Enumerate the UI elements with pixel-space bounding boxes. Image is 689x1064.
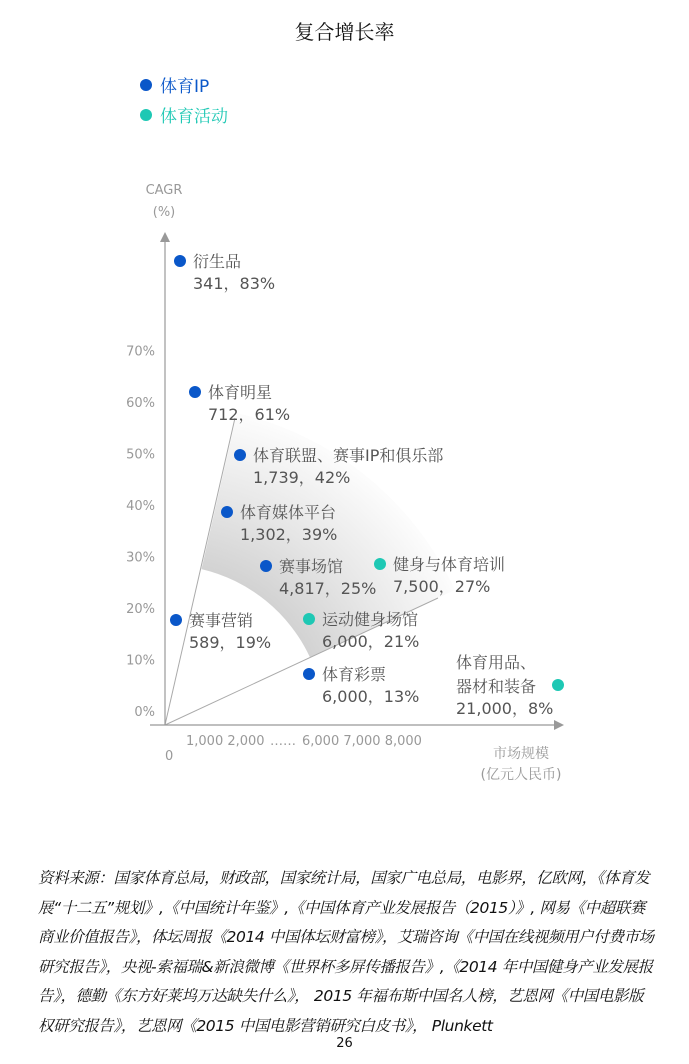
point-name-label: 运动健身场馆 [322, 610, 419, 629]
x-tick-label: 0 [165, 749, 174, 764]
source-note: 资料来源：国家体育总局，财政部，国家统计局，国家广电总局，电影界，亿欧网，《体育发展“十二五”规划》,《中国统计年鉴》,《中国体育产业发展报告（2015）》, 网易《中超联赛商业价值报告》，体坛周报《2014 中国体坛财富榜》，艾瑞咨询《中国在线视频用户付费市场研究报告》，央视-索福瑞&新浪微博《世界杯多屏传播报告》,《2014 年中国健身产业发展报告》，德勤《东方好莱坞万达缺失什么》， 2015 年福布斯中国名人榜，艺恩网《中国电影版权研究报告》，艺恩网《2015 中国电影营销研究白皮书》， Plunkett [38, 869, 654, 1035]
y-tick-label: 10% [126, 653, 155, 669]
y-tick-label: 60% [126, 396, 155, 411]
data-point [374, 558, 386, 570]
x-tick-label: …… [270, 734, 296, 749]
legend-label: 体育IP [160, 77, 210, 97]
data-point [552, 679, 564, 691]
y-axis-unit: (%) [152, 205, 176, 220]
point-value-label: 6,000，21% [322, 632, 420, 651]
point-value-label: 341，83% [193, 274, 276, 293]
data-point [221, 506, 233, 518]
point-name-label: 体育联盟、赛事IP和俱乐部 [253, 446, 444, 465]
y-axis-arrow-icon [160, 232, 170, 242]
point-name-label: 器材和装备 [456, 677, 537, 696]
data-point [189, 386, 201, 398]
point-value-label: 1,302，39% [240, 525, 338, 544]
data-point [174, 255, 186, 267]
point-value-label: 7,500，27% [393, 577, 491, 596]
x-tick-label: 6,000 7,000 8,000 [302, 734, 422, 749]
x-tick-label: 1,000 2,000 [186, 734, 265, 749]
y-tick-label: 20% [126, 602, 155, 617]
data-point [170, 614, 182, 626]
y-tick-label: 50% [126, 447, 155, 463]
point-value-label: 6,000，13% [322, 687, 420, 706]
point-name-label: 体育明星 [208, 383, 273, 402]
data-point [260, 560, 272, 572]
point-name-label: 体育用品、 [456, 653, 537, 672]
point-name-label: 赛事场馆 [279, 557, 344, 576]
point-value-label: 589，19% [189, 633, 272, 652]
data-point [303, 613, 315, 625]
chart-title: 复合增长率 [294, 20, 395, 44]
data-point [234, 449, 246, 461]
point-name-label: 体育媒体平台 [240, 503, 337, 522]
legend-label: 体育活动 [160, 107, 228, 127]
page-number: 26 [336, 1036, 353, 1051]
point-name-label: 赛事营销 [189, 611, 254, 630]
point-value-label: 1,739，42% [253, 468, 351, 487]
y-axis-title: CAGR [145, 183, 183, 198]
y-tick-label: 40% [126, 499, 155, 514]
point-name-label: 衍生品 [193, 252, 242, 271]
x-axis-arrow-icon [554, 720, 564, 730]
y-tick-label: 70% [126, 344, 155, 360]
y-tick-label: 30% [126, 550, 155, 566]
point-name-label: 健身与体育培训 [393, 555, 506, 574]
data-point [303, 668, 315, 680]
x-axis-unit: (亿元人民币) [480, 767, 562, 783]
y-tick-label: 0% [134, 705, 155, 720]
point-value-label: 712，61% [208, 405, 291, 424]
point-value-label: 21,000，8% [456, 699, 554, 718]
point-name-label: 体育彩票 [322, 665, 387, 684]
x-axis-title: 市场规模 [493, 746, 549, 762]
point-value-label: 4,817，25% [279, 579, 377, 598]
